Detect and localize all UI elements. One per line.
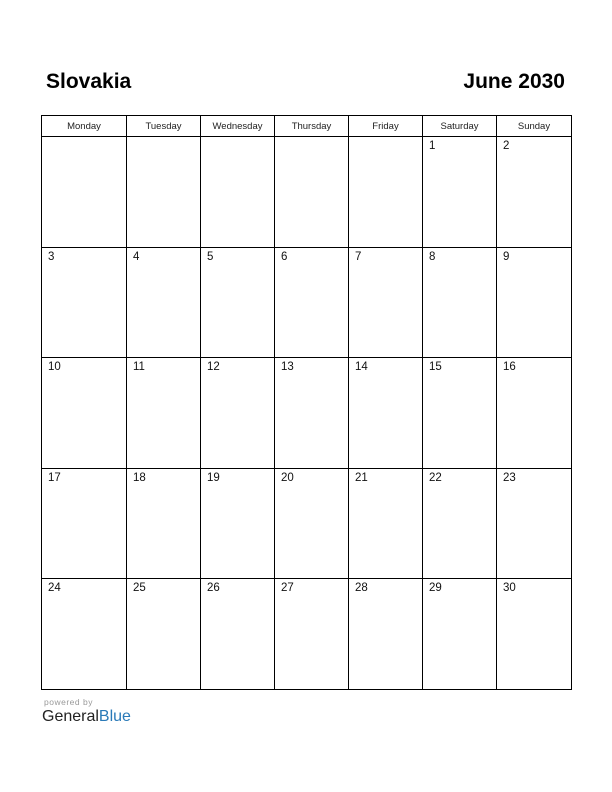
weekday-monday: Monday — [42, 116, 127, 137]
day-number: 3 — [48, 250, 55, 263]
weekday-saturday: Saturday — [423, 116, 497, 137]
day-number: 21 — [355, 471, 368, 484]
day-cell — [127, 247, 201, 358]
day-number: 18 — [133, 471, 146, 484]
day-cell — [423, 468, 497, 579]
day-number — [349, 137, 422, 140]
day-number: 14 — [355, 361, 368, 373]
day-number: 9 — [503, 250, 510, 263]
day-number: 28 — [355, 582, 368, 594]
day-cell — [127, 579, 201, 690]
powered-by-label: powered by — [44, 697, 93, 707]
brand-blue-text: Blue — [98, 708, 131, 725]
day-cell — [423, 579, 497, 690]
day-cell — [423, 137, 497, 248]
day-number: 7 — [355, 250, 362, 263]
day-number: 25 — [133, 582, 146, 594]
day-cell — [349, 579, 423, 690]
day-cell — [349, 468, 423, 579]
day-cell — [349, 247, 423, 358]
day-number: 29 — [429, 582, 442, 594]
day-cell — [275, 468, 349, 579]
month-year-title: June 2030 — [463, 70, 565, 93]
weekday-wednesday: Wednesday — [201, 116, 275, 137]
day-number: 15 — [429, 361, 442, 373]
day-cell — [201, 137, 275, 248]
day-cell — [201, 579, 275, 690]
day-number: 23 — [503, 471, 516, 484]
day-number: 20 — [281, 471, 294, 484]
day-number: 27 — [281, 582, 294, 594]
day-cell — [201, 358, 275, 469]
day-number: 16 — [503, 361, 516, 373]
day-number: 30 — [503, 582, 516, 594]
day-cell — [349, 358, 423, 469]
day-number: 24 — [48, 582, 61, 594]
day-cell — [127, 137, 201, 248]
day-number: 13 — [281, 361, 294, 373]
day-number — [127, 137, 200, 140]
day-cell — [42, 579, 127, 690]
week-row — [42, 137, 572, 248]
day-number: 11 — [133, 361, 145, 373]
day-number: 1 — [429, 140, 436, 152]
day-number — [275, 137, 348, 140]
day-cell — [275, 247, 349, 358]
day-number — [42, 137, 126, 140]
day-number: 22 — [429, 471, 442, 484]
day-number: 2 — [503, 140, 510, 152]
day-cell — [275, 579, 349, 690]
day-cell — [42, 247, 127, 358]
weekday-thursday: Thursday — [275, 116, 349, 137]
day-number — [201, 137, 274, 140]
day-cell — [42, 468, 127, 579]
day-cell — [497, 247, 572, 358]
day-cell — [497, 468, 572, 579]
day-number: 10 — [48, 361, 61, 373]
day-cell — [275, 358, 349, 469]
week-row — [42, 247, 572, 358]
day-cell — [423, 247, 497, 358]
country-title: Slovakia — [46, 70, 132, 93]
day-cell — [42, 137, 127, 248]
day-cell — [42, 358, 127, 469]
weekday-sunday: Sunday — [497, 116, 572, 137]
day-cell — [201, 468, 275, 579]
day-cell — [497, 137, 572, 248]
day-cell — [127, 468, 201, 579]
day-number: 4 — [133, 250, 140, 263]
day-cell — [497, 358, 572, 469]
day-cell — [349, 137, 423, 248]
day-number: 5 — [207, 250, 214, 263]
day-number: 19 — [207, 471, 220, 484]
day-number: 8 — [429, 250, 436, 263]
weekday-friday: Friday — [349, 116, 423, 137]
day-cell — [497, 579, 572, 690]
day-cell — [423, 358, 497, 469]
day-cell — [201, 247, 275, 358]
day-cell — [275, 137, 349, 248]
generalblue-logo[interactable] — [42, 708, 131, 726]
week-row — [42, 358, 572, 469]
day-number: 6 — [281, 250, 288, 263]
day-number: 26 — [207, 582, 220, 594]
day-cell — [127, 358, 201, 469]
day-number: 12 — [207, 361, 220, 373]
weekday-header-row — [42, 116, 572, 137]
brand-general-text: General — [42, 708, 99, 725]
week-row — [42, 579, 572, 690]
day-number: 17 — [48, 471, 61, 484]
calendar-grid — [41, 115, 572, 690]
weekday-tuesday: Tuesday — [127, 116, 201, 137]
week-row — [42, 468, 572, 579]
